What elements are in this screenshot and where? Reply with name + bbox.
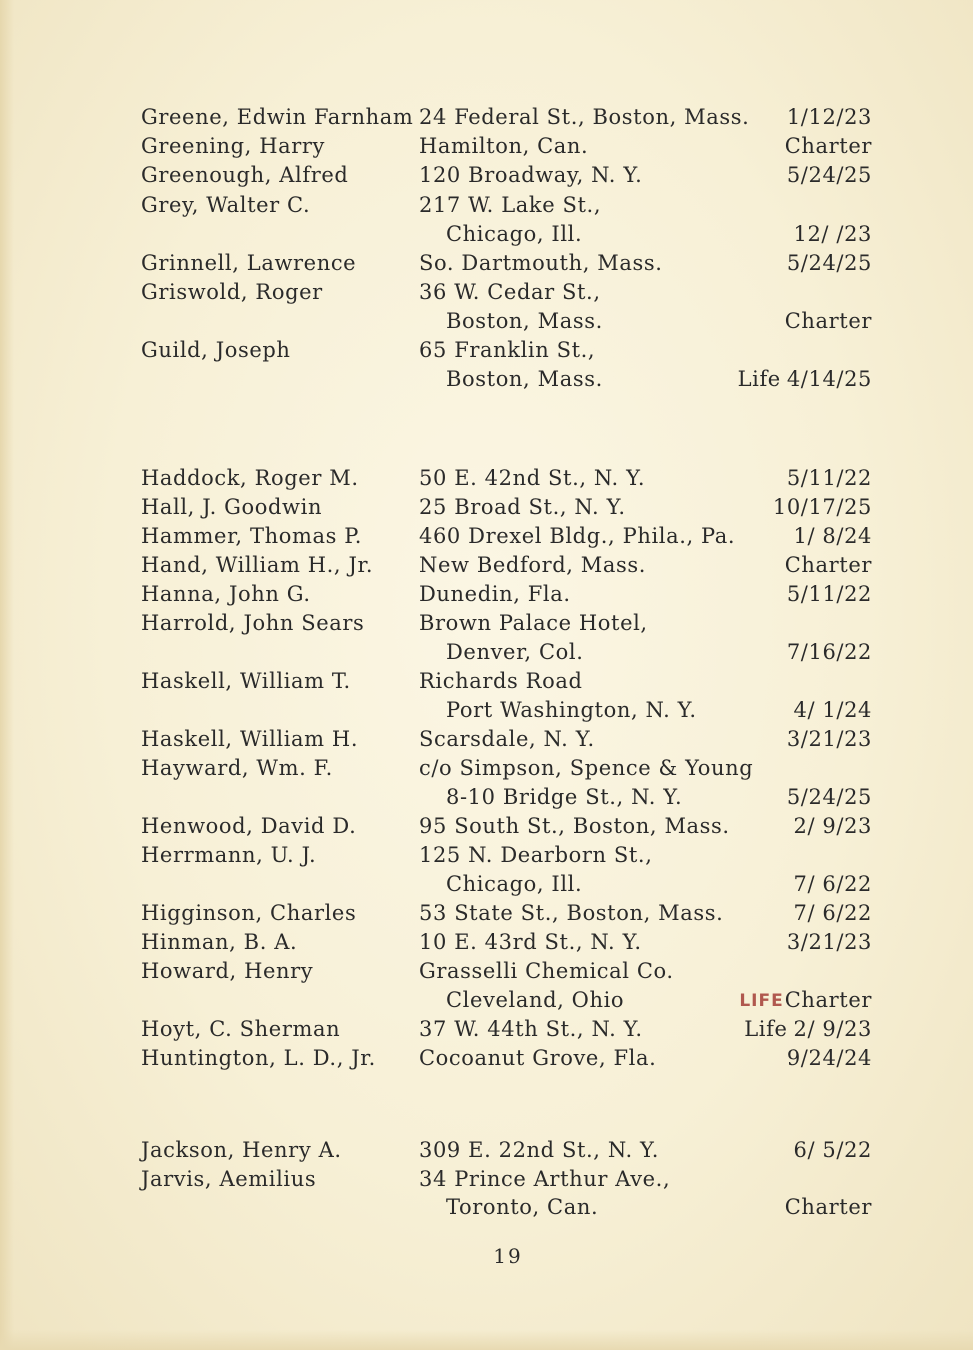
member-address: 65 Franklin St., xyxy=(419,338,596,362)
directory-entry-continuation xyxy=(0,986,973,1015)
membership-date: 5/11/22 xyxy=(786,466,872,490)
membership-date: Charter xyxy=(784,1195,872,1219)
member-address: 50 E. 42nd St., N. Y. xyxy=(419,466,646,490)
membership-date: Charter xyxy=(784,309,872,333)
membership-date: 2/ 9/23 xyxy=(793,814,872,838)
member-name: Griswold, Roger xyxy=(141,280,323,304)
directory-entry xyxy=(0,1015,973,1044)
directory-entry xyxy=(0,957,973,986)
membership-date: 7/16/22 xyxy=(786,640,872,664)
membership-date: 9/24/24 xyxy=(786,1046,872,1070)
directory-entry-continuation xyxy=(0,307,973,336)
member-name: Grinnell, Lawrence xyxy=(141,251,357,275)
directory-entry xyxy=(0,132,973,161)
directory-entry xyxy=(0,336,973,365)
member-name: Henwood, David D. xyxy=(141,814,357,838)
membership-date: 1/ 8/24 xyxy=(793,524,872,548)
directory-entry xyxy=(0,725,973,754)
member-address: 217 W. Lake St., xyxy=(419,193,602,217)
member-address: 309 E. 22nd St., N. Y. xyxy=(419,1138,660,1162)
directory-entry xyxy=(0,1165,973,1194)
member-address: 460 Drexel Bldg., Phila., Pa. xyxy=(419,524,736,548)
member-address-line2: Boston, Mass. xyxy=(446,309,603,333)
membership-date: 6/ 5/22 xyxy=(793,1138,872,1162)
member-name: Greenough, Alfred xyxy=(141,163,349,187)
date-value: Charter xyxy=(784,988,872,1012)
directory-entry-continuation xyxy=(0,220,973,249)
life-stamp: LIFE xyxy=(739,991,784,1011)
member-name: Haskell, William T. xyxy=(141,669,351,693)
member-address-line2: 8-10 Bridge St., N. Y. xyxy=(446,785,683,809)
member-address: Hamilton, Can. xyxy=(419,134,589,158)
member-address-line2: Boston, Mass. xyxy=(446,367,603,391)
member-address: 24 Federal St., Boston, Mass. xyxy=(419,105,750,129)
directory-entry xyxy=(0,580,973,609)
directory-entry xyxy=(0,928,973,957)
page-bottom-shadow xyxy=(0,1330,973,1350)
member-name: Haddock, Roger M. xyxy=(141,466,359,490)
member-name: Greene, Edwin Farnham xyxy=(141,105,414,129)
member-address: So. Dartmouth, Mass. xyxy=(419,251,663,275)
member-address: 95 South St., Boston, Mass. xyxy=(419,814,730,838)
directory-entry-continuation xyxy=(0,365,973,394)
membership-date xyxy=(744,1015,872,1044)
membership-date: 5/24/25 xyxy=(786,251,872,275)
member-address-line2: Cleveland, Ohio xyxy=(446,988,625,1012)
member-address: 36 W. Cedar St., xyxy=(419,280,601,304)
member-name: Harrold, John Sears xyxy=(141,611,365,635)
member-name: Hayward, Wm. F. xyxy=(141,756,333,780)
member-address: 125 N. Dearborn St., xyxy=(419,843,653,867)
member-address: 53 State St., Boston, Mass. xyxy=(419,901,724,925)
member-address: New Bedford, Mass. xyxy=(419,553,647,577)
member-name: Howard, Henry xyxy=(141,959,314,983)
member-name: Jarvis, Aemilius xyxy=(141,1167,317,1191)
member-address: 25 Broad St., N. Y. xyxy=(419,495,626,519)
directory-entry xyxy=(0,493,973,522)
directory-entry-continuation xyxy=(0,870,973,899)
member-address-line2: Toronto, Can. xyxy=(446,1195,599,1219)
membership-date: 5/11/22 xyxy=(786,582,872,606)
member-address: Scarsdale, N. Y. xyxy=(419,727,595,751)
member-address: Brown Palace Hotel, xyxy=(419,611,648,635)
membership-date: 5/24/25 xyxy=(786,163,872,187)
directory-entry xyxy=(0,609,973,638)
member-address: 120 Broadway, N. Y. xyxy=(419,163,643,187)
member-address-line2: Chicago, Ill. xyxy=(446,222,583,246)
member-name: Hoyt, C. Sherman xyxy=(141,1017,341,1041)
membership-date: 1/12/23 xyxy=(786,105,872,129)
member-address: 34 Prince Arthur Ave., xyxy=(419,1167,671,1191)
member-address: c/o Simpson, Spence & Young xyxy=(419,756,754,780)
directory-entry xyxy=(0,161,973,190)
directory-entry xyxy=(0,522,973,551)
directory-entry-continuation xyxy=(0,1193,973,1222)
member-address-line2: Denver, Col. xyxy=(446,640,584,664)
directory-entry-address xyxy=(0,103,973,132)
directory-entry xyxy=(0,551,973,580)
membership-date: 7/ 6/22 xyxy=(793,901,872,925)
member-name: Hammer, Thomas P. xyxy=(141,524,362,548)
page-number: 19 xyxy=(493,1244,523,1268)
directory-entry xyxy=(0,754,973,783)
member-name: Huntington, L. D., Jr. xyxy=(141,1046,376,1070)
membership-date: 10/17/25 xyxy=(772,495,872,519)
member-address-line2: Port Washington, N. Y. xyxy=(446,698,697,722)
membership-date: 7/ 6/22 xyxy=(793,872,872,896)
directory-entry xyxy=(0,841,973,870)
directory-entry xyxy=(0,464,973,493)
membership-date: 4/ 1/24 xyxy=(793,698,872,722)
member-name: Jackson, Henry A. xyxy=(141,1138,342,1162)
directory-entry xyxy=(0,667,973,696)
member-name: Herrmann, U. J. xyxy=(141,843,317,867)
directory-entry xyxy=(0,1136,973,1165)
member-name: Higginson, Charles xyxy=(141,901,357,925)
date-value: 4/14/25 xyxy=(786,367,872,391)
member-address: Richards Road xyxy=(419,669,583,693)
life-member-label: Life xyxy=(737,367,781,391)
directory-entry xyxy=(0,1044,973,1073)
membership-date: Charter xyxy=(784,553,872,577)
member-address: Dunedin, Fla. xyxy=(419,582,571,606)
membership-date xyxy=(738,365,872,394)
membership-date: 3/21/23 xyxy=(786,930,872,954)
membership-date: Charter xyxy=(784,134,872,158)
member-name: Hall, J. Goodwin xyxy=(141,495,323,519)
member-name: Grey, Walter C. xyxy=(141,193,311,217)
member-address-line2: Chicago, Ill. xyxy=(446,872,583,896)
date-value: 2/ 9/23 xyxy=(793,1017,872,1041)
directory-entry-continuation xyxy=(0,638,973,667)
member-address: 37 W. 44th St., N. Y. xyxy=(419,1017,643,1041)
directory-entry xyxy=(0,191,973,220)
directory-entry xyxy=(0,278,973,307)
membership-date xyxy=(739,986,872,1017)
directory-entry-continuation xyxy=(0,696,973,725)
directory-entry xyxy=(0,899,973,928)
member-name: Hanna, John G. xyxy=(141,582,311,606)
member-name: Guild, Joseph xyxy=(141,338,291,362)
member-address: Cocoanut Grove, Fla. xyxy=(419,1046,657,1070)
directory-entry xyxy=(0,812,973,841)
membership-date: 5/24/25 xyxy=(786,785,872,809)
member-address: 10 E. 43rd St., N. Y. xyxy=(419,930,642,954)
member-name: Hand, William H., Jr. xyxy=(141,553,374,577)
directory-entry-continuation xyxy=(0,783,973,812)
membership-date: 12/ /23 xyxy=(793,222,872,246)
member-name: Hinman, B. A. xyxy=(141,930,298,954)
member-name: Greening, Harry xyxy=(141,134,326,158)
member-address: Grasselli Chemical Co. xyxy=(419,959,674,983)
directory-entry xyxy=(0,249,973,278)
member-name: Haskell, William H. xyxy=(141,727,359,751)
life-member-label: Life xyxy=(744,1017,788,1041)
membership-date: 3/21/23 xyxy=(786,727,872,751)
